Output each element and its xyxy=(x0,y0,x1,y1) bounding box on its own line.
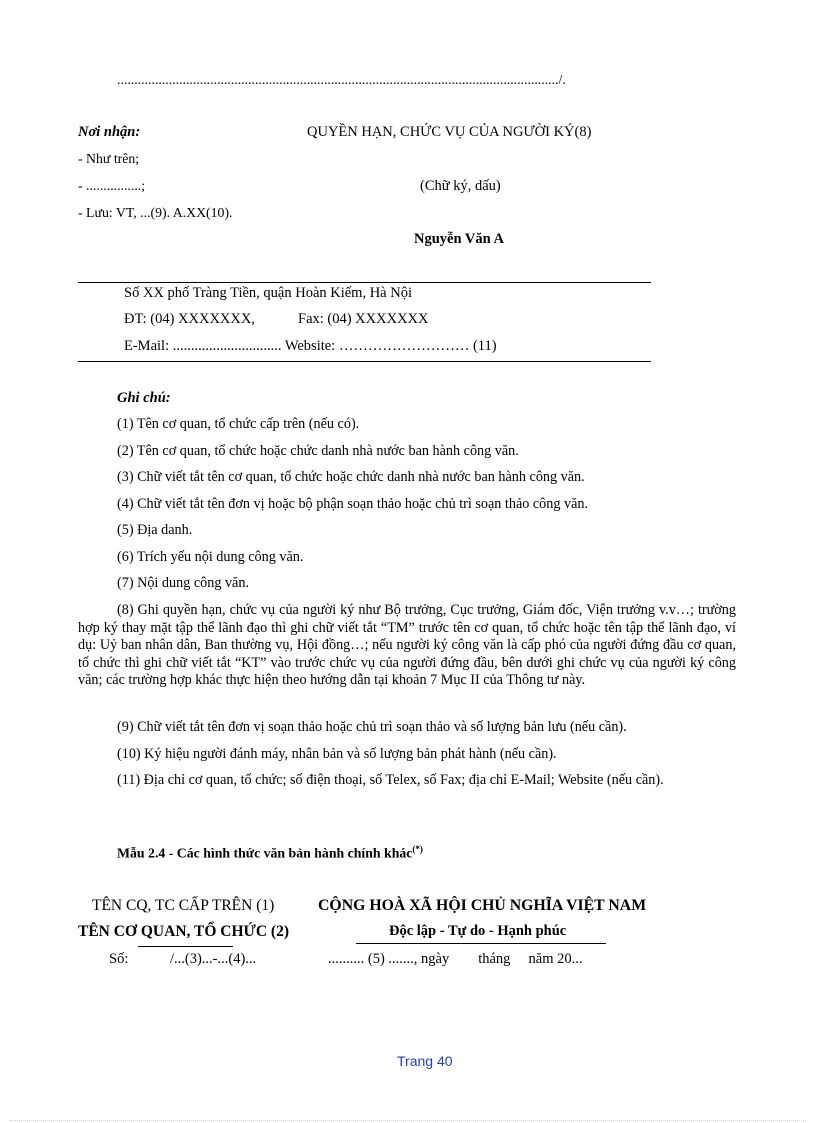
document-number-value: /...(3)...-...(4)... xyxy=(170,951,257,967)
signature-note: (Chữ ký, dấu) xyxy=(420,178,501,194)
page-number: Trang 40 xyxy=(397,1053,453,1069)
contact-address: Số XX phố Tràng Tiền, quận Hoàn Kiếm, Hà Nội xyxy=(124,285,412,301)
note-5: (5) Địa danh. xyxy=(117,522,193,538)
parent-org-name: TÊN CQ, TC CẤP TRÊN (1) xyxy=(92,897,275,914)
template-heading xyxy=(117,844,423,862)
note-7: (7) Nội dung công văn. xyxy=(117,575,249,591)
org-underline xyxy=(138,946,233,947)
note-2: (2) Tên cơ quan, tổ chức hoặc chức danh nhà nước ban hành công văn. xyxy=(117,443,519,459)
place-and-date: .......... (5) ......., ngày tháng năm 20... xyxy=(328,951,583,967)
national-title: CỘNG HOÀ XÃ HỘI CHỦ NGHĨA VIỆT NAM xyxy=(318,897,647,914)
contact-email-website: E-Mail: .............................. Website: ……………………… (11) xyxy=(124,338,497,354)
motto-underline xyxy=(356,943,606,944)
contact-fax: Fax: (04) XXXXXXX xyxy=(298,311,429,327)
note-6: (6) Trích yếu nội dung công văn. xyxy=(117,549,304,565)
recipients-label: Nơi nhận: xyxy=(78,124,141,140)
contact-phone: ĐT: (04) XXXXXXX, xyxy=(124,311,255,327)
note-3: (3) Chữ viết tắt tên cơ quan, tổ chức hoặc chức danh nhà nước ban hành công văn. xyxy=(117,469,585,485)
page-bottom-divider xyxy=(10,1120,806,1121)
signer-name: Nguyễn Văn A xyxy=(414,231,504,247)
document-number-label: Số: xyxy=(109,951,129,967)
signer-title: QUYỀN HẠN, CHỨC VỤ CỦA NGƯỜI KÝ(8) xyxy=(307,124,592,140)
note-4: (4) Chữ viết tắt tên đơn vị hoặc bộ phận soạn thảo hoặc chủ trì soạn thảo công văn. xyxy=(117,496,589,512)
recipient-line-2: - ................; xyxy=(78,178,146,193)
recipient-line-1: - Như trên; xyxy=(78,151,140,166)
note-10: (10) Ký hiệu người đánh máy, nhân bản và số lượng bản phát hành (nếu cần). xyxy=(117,746,557,762)
note-9: (9) Chữ viết tắt tên đơn vị soạn thảo hoặc chủ trì soạn thảo và số lượng bản lưu (nếu cần). xyxy=(117,719,627,735)
recipient-line-3: - Lưu: VT, ...(9). A.XX(10). xyxy=(78,205,233,220)
note-1: (1) Tên cơ quan, tổ chức cấp trên (nếu có). xyxy=(117,416,360,432)
template-heading-superscript: (*) xyxy=(412,844,423,854)
contact-top-rule xyxy=(78,282,651,283)
template-heading-text: Mẫu 2.4 - Các hình thức văn bản hành chính khác xyxy=(117,845,413,861)
org-name: TÊN CƠ QUAN, TỔ CHỨC (2) xyxy=(78,923,289,940)
notes-heading: Ghi chú: xyxy=(117,390,171,406)
note-8: (8) Ghi quyền hạn, chức vụ của người ký như Bộ trưởng, Cục trưởng, Giám đốc, Viện trưởng v.v…; trường hợp ký thay mặt tập thể lãnh đạo thì ghi chữ viết tắt “TM” trước tên cơ quan, tổ chức hoặc tên tập thể lãnh đạo, ví dụ: Uỷ ban nhân dân, Ban thường vụ, Hội đồng…; nếu người ký công văn là cấp phó của người đứng đầu cơ quan, tổ chức thì ghi chữ viết tắt “KT” vào trước chức vụ của người đứng đầu, bên dưới ghi chức vụ của người ký công văn; các trường hợp khác thực hiện theo hướng dẫn tại khoản 7 Mục II của Thông tư này. xyxy=(78,602,736,688)
note-11: (11) Địa chỉ cơ quan, tổ chức; số điện thoại, số Telex, số Fax; địa chỉ E-Mail; Website (nếu cần). xyxy=(117,772,664,788)
continuation-dots: ................................................................................................................................/. xyxy=(117,72,566,87)
national-motto: Độc lập - Tự do - Hạnh phúc xyxy=(389,923,567,939)
contact-bottom-rule xyxy=(78,361,651,362)
